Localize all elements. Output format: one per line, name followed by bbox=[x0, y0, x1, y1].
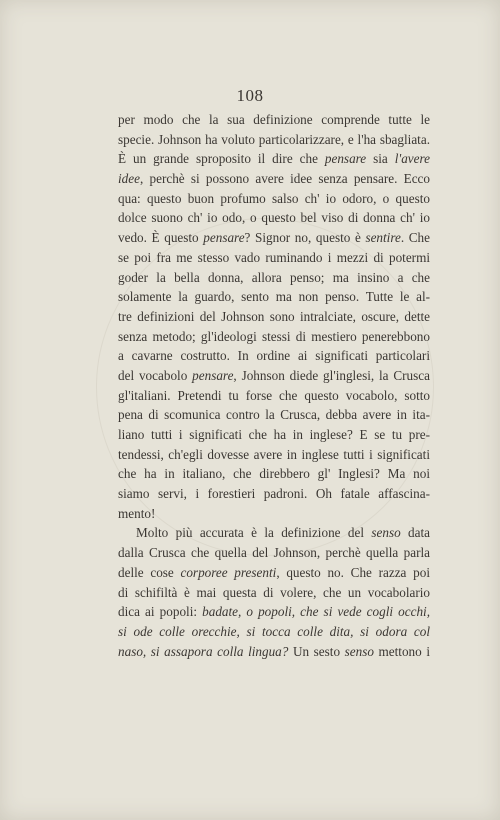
text-line: delle cose corporee presenti, questo no. Che razza poi bbox=[118, 564, 430, 580]
text-line: vedo. È questo pensare? Signor no, questo è sentire. Che bbox=[118, 230, 431, 246]
text-line: idee, perchè si possono avere idee senza pensare. Ecco bbox=[118, 171, 430, 187]
page-number: 108 bbox=[236, 86, 264, 105]
text-line: gl'italiani. Pretendi tu forse che questo vocabolo, sotto bbox=[118, 387, 430, 403]
text-line: qua: questo buon profumo salso ch' io odoro, o questo bbox=[118, 190, 430, 206]
text-line: si ode colle orecchie, si tocca colle dita, si odora col bbox=[118, 623, 430, 639]
text-line: dolce suono ch' io odo, o questo bel viso di donna ch' io bbox=[118, 210, 430, 226]
body-text bbox=[118, 110, 430, 661]
text-line: dica ai popoli: badate, o popoli, che si vede cogli occhi, bbox=[118, 604, 430, 620]
text-line: siamo servi, i forestieri padroni. Oh fatale affascina- bbox=[118, 486, 430, 502]
text-line: se poi fra me stesso vado ruminando i mezzi di potermi bbox=[118, 249, 430, 265]
text-line: per modo che la sua definizione comprende tutte le bbox=[118, 112, 430, 127]
text-line: tendessi, ch'egli dovesse avere in inglese tutti i significati bbox=[118, 446, 430, 462]
text-line: liano tutti i significati che ha in inglese? E se tu pre- bbox=[118, 427, 430, 442]
text-line: che ha in italiano, che direbbero gl' Inglesi? Ma noi bbox=[118, 466, 430, 482]
text-line: di schifiltà è mai questa di volere, che un vocabolario bbox=[118, 584, 430, 600]
text-line: goder la bella donna, allora penso; ma insino a che bbox=[118, 269, 430, 285]
text-line: naso, si assapora colla lingua? Un sesto senso mettono i bbox=[118, 643, 430, 659]
text-line: mento! bbox=[118, 505, 156, 521]
text-line: È un grande sproposito il dire che pensare sia l'avere bbox=[118, 151, 430, 167]
text-line: senza metodo; gl'ideologi stessi di mestiero penerebbono bbox=[118, 328, 430, 344]
text-line: pena di scomunica contro la Crusca, debba avere in ita- bbox=[118, 407, 430, 423]
text-line: specie. Johnson ha voluto particolarizzare, e l'ha sbagliata. bbox=[118, 131, 430, 147]
text-line: tre definizioni del Johnson sono intralciate, oscure, dette bbox=[118, 308, 430, 324]
text-line: dalla Crusca che quella del Johnson, perchè quella parla bbox=[118, 545, 430, 561]
text-line: del vocabolo pensare, Johnson diede gl'inglesi, la Crusca bbox=[118, 367, 430, 383]
text-line: solamente la guardo, sento ma non penso. Tutte le al- bbox=[118, 289, 430, 305]
text-line: a cavarne costrutto. In ordine ai significati particolari bbox=[118, 348, 430, 364]
text-line: Molto più accurata è la definizione del senso data bbox=[136, 525, 430, 541]
